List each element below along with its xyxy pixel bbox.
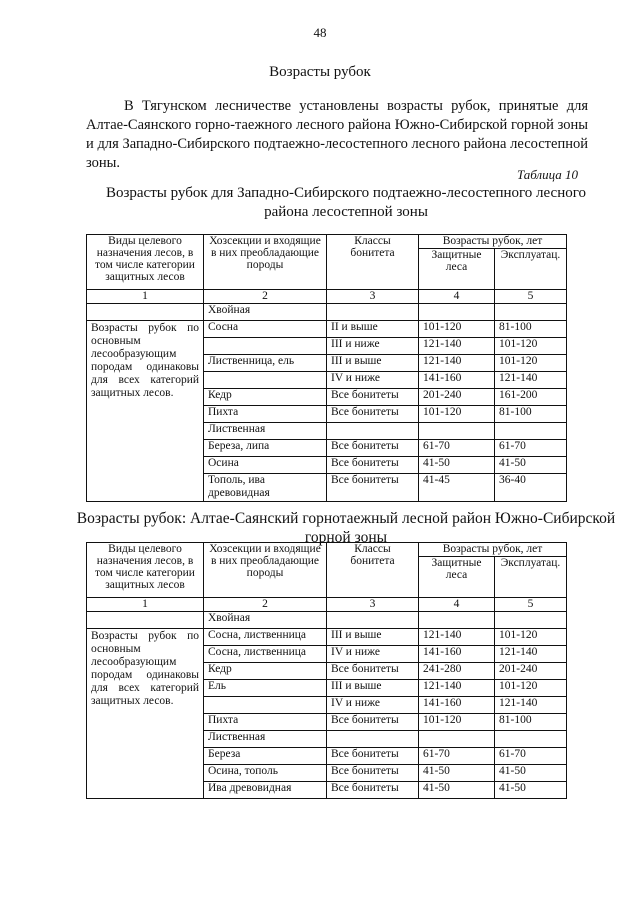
protective-age-cell: 121-140 bbox=[419, 355, 495, 372]
header-ages: Возрасты рубок, лет bbox=[419, 543, 567, 557]
empty-cell bbox=[495, 731, 567, 748]
exploitation-age-cell: 101-120 bbox=[495, 680, 567, 697]
col-number: 3 bbox=[327, 290, 419, 304]
species-cell: Сосна, лиственница bbox=[204, 629, 327, 646]
protective-age-cell: 61-70 bbox=[419, 748, 495, 765]
header-purpose: Виды целевого назначения лесов, в том числе категории защитных лесов bbox=[87, 235, 204, 290]
species-cell: Сосна bbox=[204, 321, 327, 338]
species-cell: Ель bbox=[204, 680, 327, 697]
bonitet-cell: IV и ниже bbox=[327, 372, 419, 389]
header-exploitation: Эксплуатац. bbox=[495, 557, 567, 598]
empty-cell bbox=[419, 731, 495, 748]
group-label: Хвойная bbox=[204, 612, 327, 629]
empty-cell bbox=[419, 304, 495, 321]
bonitet-cell: III и ниже bbox=[327, 338, 419, 355]
protective-age-cell: 141-160 bbox=[419, 372, 495, 389]
species-cell: Пихта bbox=[204, 714, 327, 731]
header-bonitet: Классы бонитета bbox=[327, 235, 419, 290]
protective-age-cell: 121-140 bbox=[419, 338, 495, 355]
header-protective: Защитные леса bbox=[419, 557, 495, 598]
species-cell: Осина, тополь bbox=[204, 765, 327, 782]
bonitet-cell: Все бонитеты bbox=[327, 765, 419, 782]
exploitation-age-cell: 121-140 bbox=[495, 646, 567, 663]
bonitet-cell: Все бонитеты bbox=[327, 474, 419, 502]
header-species: Хозсекции и входящие в них преобладающие породы bbox=[204, 543, 327, 598]
exploitation-age-cell: 101-120 bbox=[495, 355, 567, 372]
col-number: 2 bbox=[204, 290, 327, 304]
header-ages: Возрасты рубок, лет bbox=[419, 235, 567, 249]
col-number: 4 bbox=[419, 290, 495, 304]
protective-age-cell: 41-50 bbox=[419, 765, 495, 782]
empty-cell bbox=[327, 304, 419, 321]
purpose-cell: Возрасты рубок по основным лесообразующим породам одинаковы для всех категорий защитных лесов. bbox=[87, 629, 204, 799]
table2 bbox=[86, 542, 567, 799]
protective-age-cell: 241-280 bbox=[419, 663, 495, 680]
protective-age-cell: 121-140 bbox=[419, 680, 495, 697]
empty-cell bbox=[87, 304, 204, 321]
header-purpose: Виды целевого назначения лесов, в том числе категории защитных лесов bbox=[87, 543, 204, 598]
col-number: 3 bbox=[327, 598, 419, 612]
header-bonitet: Классы бонитета bbox=[327, 543, 419, 598]
empty-cell bbox=[495, 612, 567, 629]
bonitet-cell: IV и ниже bbox=[327, 697, 419, 714]
table-row bbox=[87, 612, 567, 629]
species-cell: Береза bbox=[204, 748, 327, 765]
protective-age-cell: 41-50 bbox=[419, 782, 495, 799]
empty-cell bbox=[87, 612, 204, 629]
protective-age-cell: 101-120 bbox=[419, 321, 495, 338]
species-cell: Сосна, лиственница bbox=[204, 646, 327, 663]
empty-cell bbox=[419, 612, 495, 629]
bonitet-cell: IV и ниже bbox=[327, 646, 419, 663]
protective-age-cell: 141-160 bbox=[419, 697, 495, 714]
exploitation-age-cell: 101-120 bbox=[495, 629, 567, 646]
species-cell: Кедр bbox=[204, 389, 327, 406]
bonitet-cell: III и выше bbox=[327, 680, 419, 697]
page-number: 48 bbox=[313, 25, 327, 40]
exploitation-age-cell: 101-120 bbox=[495, 338, 567, 355]
col-number: 1 bbox=[87, 290, 204, 304]
purpose-cell: Возрасты рубок по основным лесообразующим породам одинаковы для всех категорий защитных лесов. bbox=[87, 321, 204, 502]
col-number: 5 bbox=[495, 598, 567, 612]
intro-paragraph bbox=[86, 97, 588, 173]
protective-age-cell: 101-120 bbox=[419, 406, 495, 423]
species-cell: Ива древовидная bbox=[204, 782, 327, 799]
header-species: Хозсекции и входящие в них преобладающие породы bbox=[204, 235, 327, 290]
species-cell: Лиственница, ель bbox=[204, 355, 327, 372]
protective-age-cell: 61-70 bbox=[419, 440, 495, 457]
species-cell: Кедр bbox=[204, 663, 327, 680]
bonitet-cell: Все бонитеты bbox=[327, 457, 419, 474]
bonitet-cell: Все бонитеты bbox=[327, 663, 419, 680]
bonitet-cell: Все бонитеты bbox=[327, 406, 419, 423]
species-cell: Тополь, ива древовидная bbox=[204, 474, 327, 502]
exploitation-age-cell: 201-240 bbox=[495, 663, 567, 680]
table-row bbox=[87, 629, 567, 646]
col-number: 2 bbox=[204, 598, 327, 612]
table2-header-row bbox=[87, 543, 567, 557]
exploitation-age-cell: 121-140 bbox=[495, 697, 567, 714]
species-cell: Пихта bbox=[204, 406, 327, 423]
bonitet-cell: Все бонитеты bbox=[327, 440, 419, 457]
section-title: Возрасты рубок bbox=[269, 64, 371, 80]
bonitet-cell: Все бонитеты bbox=[327, 389, 419, 406]
exploitation-age-cell: 81-100 bbox=[495, 714, 567, 731]
header-protective: Защитные леса bbox=[419, 249, 495, 290]
empty-cell bbox=[327, 612, 419, 629]
exploitation-age-cell: 81-100 bbox=[495, 321, 567, 338]
protective-age-cell: 121-140 bbox=[419, 629, 495, 646]
bonitet-cell: III и выше bbox=[327, 629, 419, 646]
bonitet-cell: III и выше bbox=[327, 355, 419, 372]
group-label: Лиственная bbox=[204, 423, 327, 440]
exploitation-age-cell: 161-200 bbox=[495, 389, 567, 406]
exploitation-age-cell: 61-70 bbox=[495, 748, 567, 765]
bonitet-cell: Все бонитеты bbox=[327, 782, 419, 799]
protective-age-cell: 41-45 bbox=[419, 474, 495, 502]
empty-cell bbox=[327, 423, 419, 440]
exploitation-age-cell: 36-40 bbox=[495, 474, 567, 502]
table-row bbox=[87, 304, 567, 321]
intro-text: В Тягунском лесничестве установлены возрасты рубок, принятые для Алтае-Саянского горно-таежного лесного района Южно-Сибирской горной зоны и для Западно-Сибирского подтаежно-лесостепного лесного района лесостепной зоны. bbox=[86, 98, 588, 171]
table2-column-numbers bbox=[87, 598, 567, 612]
exploitation-age-cell: 41-50 bbox=[495, 457, 567, 474]
bonitet-cell: II и выше bbox=[327, 321, 419, 338]
species-cell bbox=[204, 372, 327, 389]
table1 bbox=[86, 234, 567, 502]
protective-age-cell: 201-240 bbox=[419, 389, 495, 406]
table1-column-numbers bbox=[87, 290, 567, 304]
table2-caption: Возрасты рубок: Алтае-Саянский горнотаежный лесной район Южно-Сибирской горной зоны bbox=[76, 510, 616, 546]
bonitet-cell: Все бонитеты bbox=[327, 748, 419, 765]
table1-caption: Возрасты рубок для Западно-Сибирского подтаежно-лесостепного лесного района лесостепной зоны bbox=[105, 185, 587, 220]
table1-header-row bbox=[87, 235, 567, 249]
protective-age-cell: 101-120 bbox=[419, 714, 495, 731]
empty-cell bbox=[419, 423, 495, 440]
exploitation-age-cell: 41-50 bbox=[495, 765, 567, 782]
exploitation-age-cell: 61-70 bbox=[495, 440, 567, 457]
protective-age-cell: 141-160 bbox=[419, 646, 495, 663]
species-cell bbox=[204, 697, 327, 714]
col-number: 4 bbox=[419, 598, 495, 612]
bonitet-cell: Все бонитеты bbox=[327, 714, 419, 731]
exploitation-age-cell: 41-50 bbox=[495, 782, 567, 799]
group-label: Лиственная bbox=[204, 731, 327, 748]
table-row bbox=[87, 321, 567, 338]
header-exploitation: Эксплуатац. bbox=[495, 249, 567, 290]
protective-age-cell: 41-50 bbox=[419, 457, 495, 474]
exploitation-age-cell: 121-140 bbox=[495, 372, 567, 389]
species-cell bbox=[204, 338, 327, 355]
species-cell: Береза, липа bbox=[204, 440, 327, 457]
empty-cell bbox=[495, 423, 567, 440]
col-number: 5 bbox=[495, 290, 567, 304]
col-number: 1 bbox=[87, 598, 204, 612]
exploitation-age-cell: 81-100 bbox=[495, 406, 567, 423]
table-label: Таблица 10 bbox=[516, 167, 578, 182]
species-cell: Осина bbox=[204, 457, 327, 474]
empty-cell bbox=[495, 304, 567, 321]
empty-cell bbox=[327, 731, 419, 748]
group-label: Хвойная bbox=[204, 304, 327, 321]
